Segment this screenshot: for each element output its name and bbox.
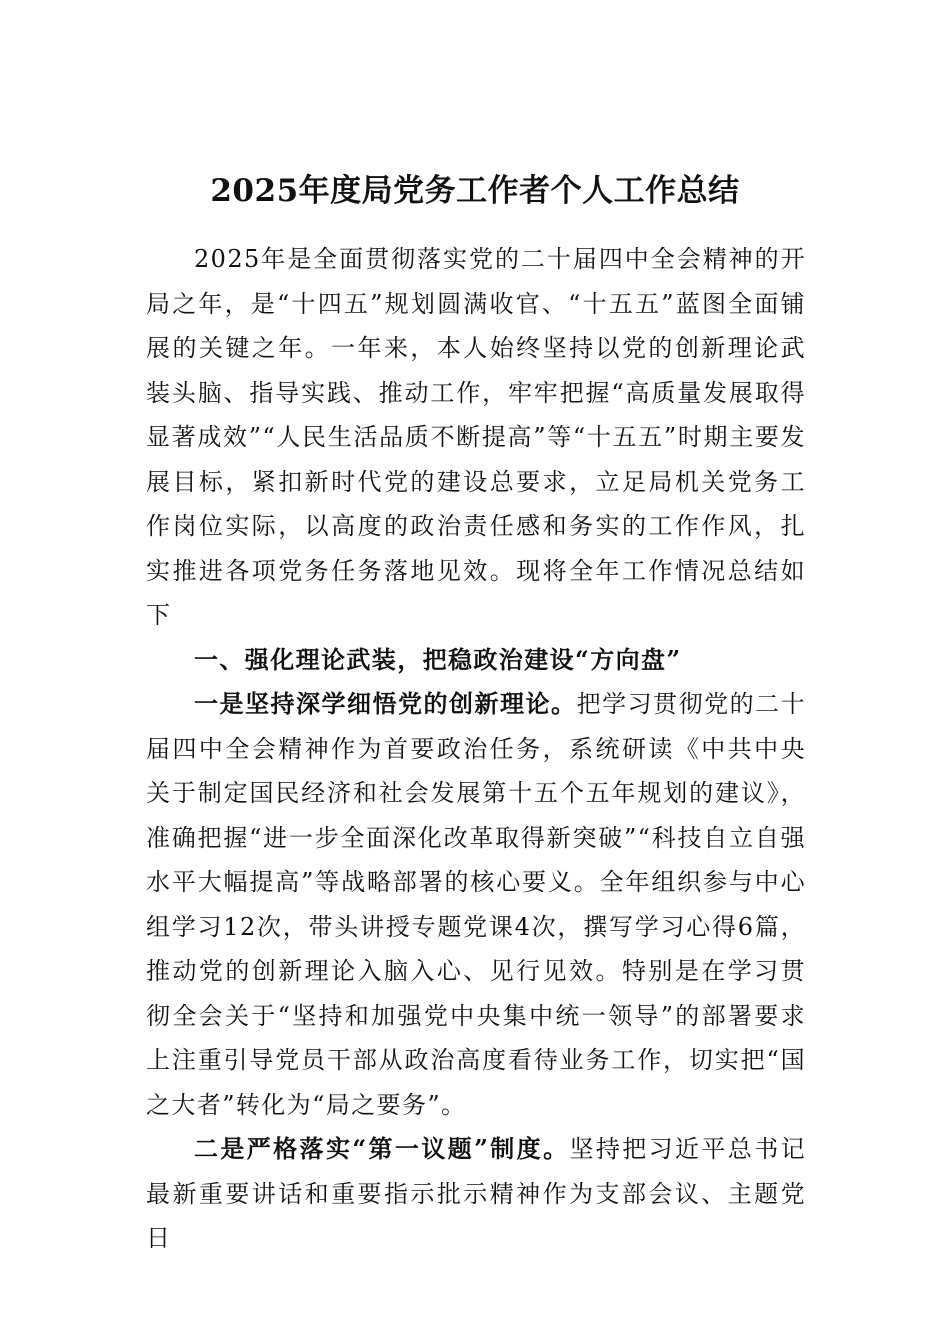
item-text-2: 坚持把习近平总书记最新重要讲话和重要指示批示精神作为支部会议、主题党日 [146, 1135, 806, 1252]
item-paragraph-1 [146, 682, 806, 1127]
document-title: 2025年度局党务工作者个人工作总结 [210, 173, 740, 209]
item-text-1: 把学习贯彻党的二十届四中全会精神作为首要政治任务，系统研读《中共中央关于制定国民经济和社会发展第十五个五年规划的建议》，准确把握“进一步全面深化改革取得新突破”“科技自立自强水平大幅提高”等战略部署的核心要义。全年组织参与中心组学习12次，带头讲授专题党课4次，撰写学习心得6篇，推动党的创新理论入脑入心、见行见效。特别是在学习贯彻全会关于“坚持和加强党中央集中统一领导”的部署要求上注重引导党员干部从政治高度看待业务工作，切实把“国之大者”转化为“局之要务”。 [146, 690, 806, 1119]
document-body [146, 237, 806, 1261]
item-lead-1: 一是坚持深学细悟党的创新理论。 [194, 689, 577, 718]
section-heading-1: 一、强化理论武装，把稳政治建设“方向盘” [194, 644, 682, 674]
intro-paragraph: 2025年是全面贯彻落实党的二十届四中全会精神的开局之年，是“十四五”规划圆满收官、“十五五”蓝图全面铺展的关键之年。一年来，本人始终坚持以党的创新理论武装头脑、指导实践、推动工作，牢牢把握“高质量发展取得显著成效”“人民生活品质不断提高”等“十五五”时期主要发展目标，紧扣新时代党的建设总要求，立足局机关党务工作岗位实际，以高度的政治责任感和务实的工作作风，扎实推进各项党务任务落地见效。现将全年工作情况总结如下 [146, 245, 806, 629]
item-paragraph-2 [146, 1127, 806, 1261]
item-lead-2: 二是严格落实“第一议题”制度。 [194, 1134, 570, 1163]
